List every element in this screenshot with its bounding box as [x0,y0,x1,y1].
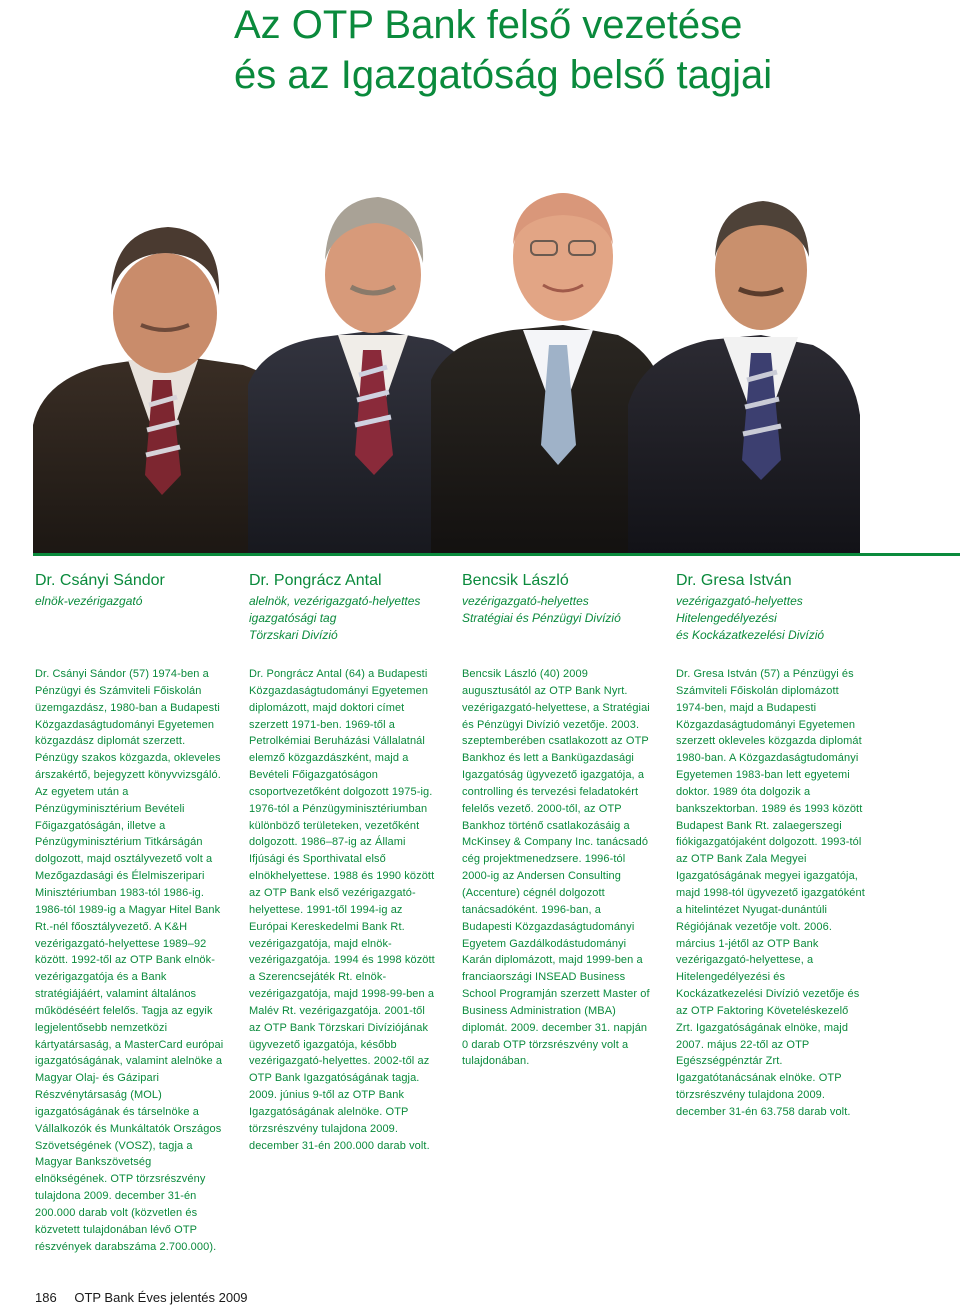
person-name: Dr. Gresa István [676,572,792,589]
bio-text: Dr. Gresa István (57) a Pénzügyi és Számviteli Főiskolán diplomázott 1974-ben, majd a Budapesti Közgazdaságtudományi Egyetemen szerzett okleveles közgazda diplomát 1980-ban. A Közgazdaságtudományi Egyetemen 1983-ban lett egyetemi doktor. 1989 óta dolgozik a bankszektorban. 1989 és 1993 között Budapest Bank Rt. zalaegerszegi fiókigazgatójaként dolgozott. 1993-tól az OTP Bank Zala Megyei Igazgatóságának megyei igazgatója, majd 1998-tól ügyvezető igazgatóként a hitelintézet Nyugat-dunántúli Régiójának vezetője volt. 2006. március 1-jétől az OTP Bank vezérigazgató-helyettese, a Hitelengedélyezési és Kockázatkezelési Divízió vezetője és az OTP Faktoring Követeléskezelő Zrt. Igazgatóságának elnöke, majd 2007. május 22-től az OTP Egészségpénztár Zrt. Igazgatótanácsának elnöke. OTP törzsrészvény tulajdona 2009. december 31-én 63.758 darab volt. [676,668,865,1118]
page-number: 186 [35,1290,57,1305]
bio-pongracz [249,666,439,1154]
person-role: vezérigazgató-helyettes [462,594,589,608]
person-header-4 [676,572,876,644]
person-name: Dr. Pongrácz Antal [249,572,382,589]
executive-portraits [33,175,960,555]
person-header-1 [35,572,235,610]
page-footer [35,1290,248,1305]
person-role: elnök-vezérigazgató [35,594,143,608]
person-role: alelnök, vezérigazgató-helyettes [249,594,421,608]
person-role: és Kockázatkezelési Divízió [676,628,825,642]
bio-text: Bencsik László (40) 2009 augusztusától az OTP Bank Nyrt. vezérigazgató-helyettese, a Stratégiai és Pénzügyi Divízió vezetője. 2003. szeptemberében csatlakozott az OTP Bankhoz és lett a Bankügazdasági Igazgatóság ügyvezető igazgatója, a controlling és tervezési feladatokért felelős vezető. 2000-től, az OTP Bankhoz történő csatlakozásáig a McKinsey & Company Inc. tanácsadó cég projektmenedzsere. 1996-tól 2000-ig az Andersen Consulting (Accenture) cégnél dolgozott tanácsadóként. 1996-ban, a Budapesti Közgazdaságtudományi Egyetem Gazdálkodástudományi Karán diplomázott, majd 1999-ben a franciaországi INSEAD Business School Programján szerzett Master of Business Administration (MBA) diplomát. 2009. december 31. napján 0 darab OTP törzsrészvény volt a tulajdonában. [462,668,650,1068]
bio-text: Dr. Pongrácz Antal (64) a Budapesti Közgazdaságtudományi Egyetemen diplomázott, majd doktori címet szerzett 1971-ben. 1969-től a Petrolkémiai Beruházási Vállalatnál elemző közgazdászként, majd a Bevételi Főigazgatóságon csoportvezetőként dolgozott 1975-ig. 1976-tól a Pénzügyminisztériumban különböző területeken, vezetőként dolgozott. 1986–87-ig az Állami Ifjúsági és Sporthivatal első elnökhelyettese. 1988 és 1990 között az OTP Bank első vezérigazgató-helyettese. 1991-től 1994-ig az Európai Kereskedelmi Bank Rt. vezérigazgatója, majd elnök-vezérigazgatója. 1994 és 1998 között a Szerencsejáték Rt. elnök-vezérigazgatója, majd 1998-99-ben a Malév Rt. vezérigazgatója. 2001-től az OTP Bank Törzskari Divíziójának ügyvezető igazgatója, később vezérigazgató-helyettes. 2002-től az OTP Bank Igazgatóságának tagja. 2009. június 9-től az OTP Bank Igazgatóságának alelnöke. OTP törzsrészvény tulajdona 2009. december 31-én 200.000 darab volt. [249,668,435,1152]
person-role: igazgatósági tag [249,611,337,625]
bio-gresa [676,666,866,1121]
portrait-gresa [628,201,860,555]
publication-title: OTP Bank Éves jelentés 2009 [74,1290,248,1305]
person-role: vezérigazgató-helyettes [676,594,803,608]
bio-csanyi [35,666,225,1256]
person-header-3 [462,572,662,627]
bio-text: Dr. Csányi Sándor (57) 1974-ben a Pénzügyi és Számviteli Főiskolán üzemgazdász, 1980-ban a Budapesti Közgazdaságtudományi Egyetemen közgazdász diplomát szerzett. Pénzügy szakos közgazda, okleveles árszakértő, bejegyzett könyvvizsgáló. Az egyetem után a Pénzügyminisztérium Bevételi Főigazgatóságán, illetve a Pénzügyminisztérium Titkárságán dolgozott, majd osztályvezető volt a Mezőgazdasági és Élelmiszeripari Minisztériumban 1983-tól 1986-ig. 1986-tól 1989-ig a Magyar Hitel Bank Rt.-nél főosztályvezető. A K&H vezérigazgató-helyettese 1989–92 között. 1992-től az OTP Bank elnök-vezérigazgatója és a Bank stratégiájáért, valamint általános működéséért felelős. Tagja az egyik legjelentősebb nemzetközi kártyatársaság, a MasterCard európai igazgatóságának, valamint alelnöke a Magyar Olaj- és Gázipari Részvénytársaság (MOL) igazgatóságának és társelnöke a Vállalkozók és Munkáltatók Országos Szövetségének (VOSZ), tagja a Magyar Bankszövetség elnökségének. OTP törzsrészvény tulajdona 2009. december 31-én 200.000 darab volt (közvetlen és közvetett tulajdonában lévő OTP részvények darabszáma 2.700.000). [35,668,224,1253]
person-header-2 [249,572,449,644]
bio-bencsik [462,666,652,1070]
green-divider [33,553,960,556]
person-role: Stratégiai és Pénzügyi Divízió [462,611,621,625]
page-title [234,0,772,100]
person-name: Bencsik László [462,572,569,589]
page-title-line-2: és az Igazgatóság belső tagjai [234,53,773,97]
person-name: Dr. Csányi Sándor [35,572,165,589]
person-role: Hitelengedélyezési [676,611,777,625]
page-title-line-1: Az OTP Bank felső vezetése [234,3,743,47]
person-role: Törzskari Divízió [249,628,338,642]
